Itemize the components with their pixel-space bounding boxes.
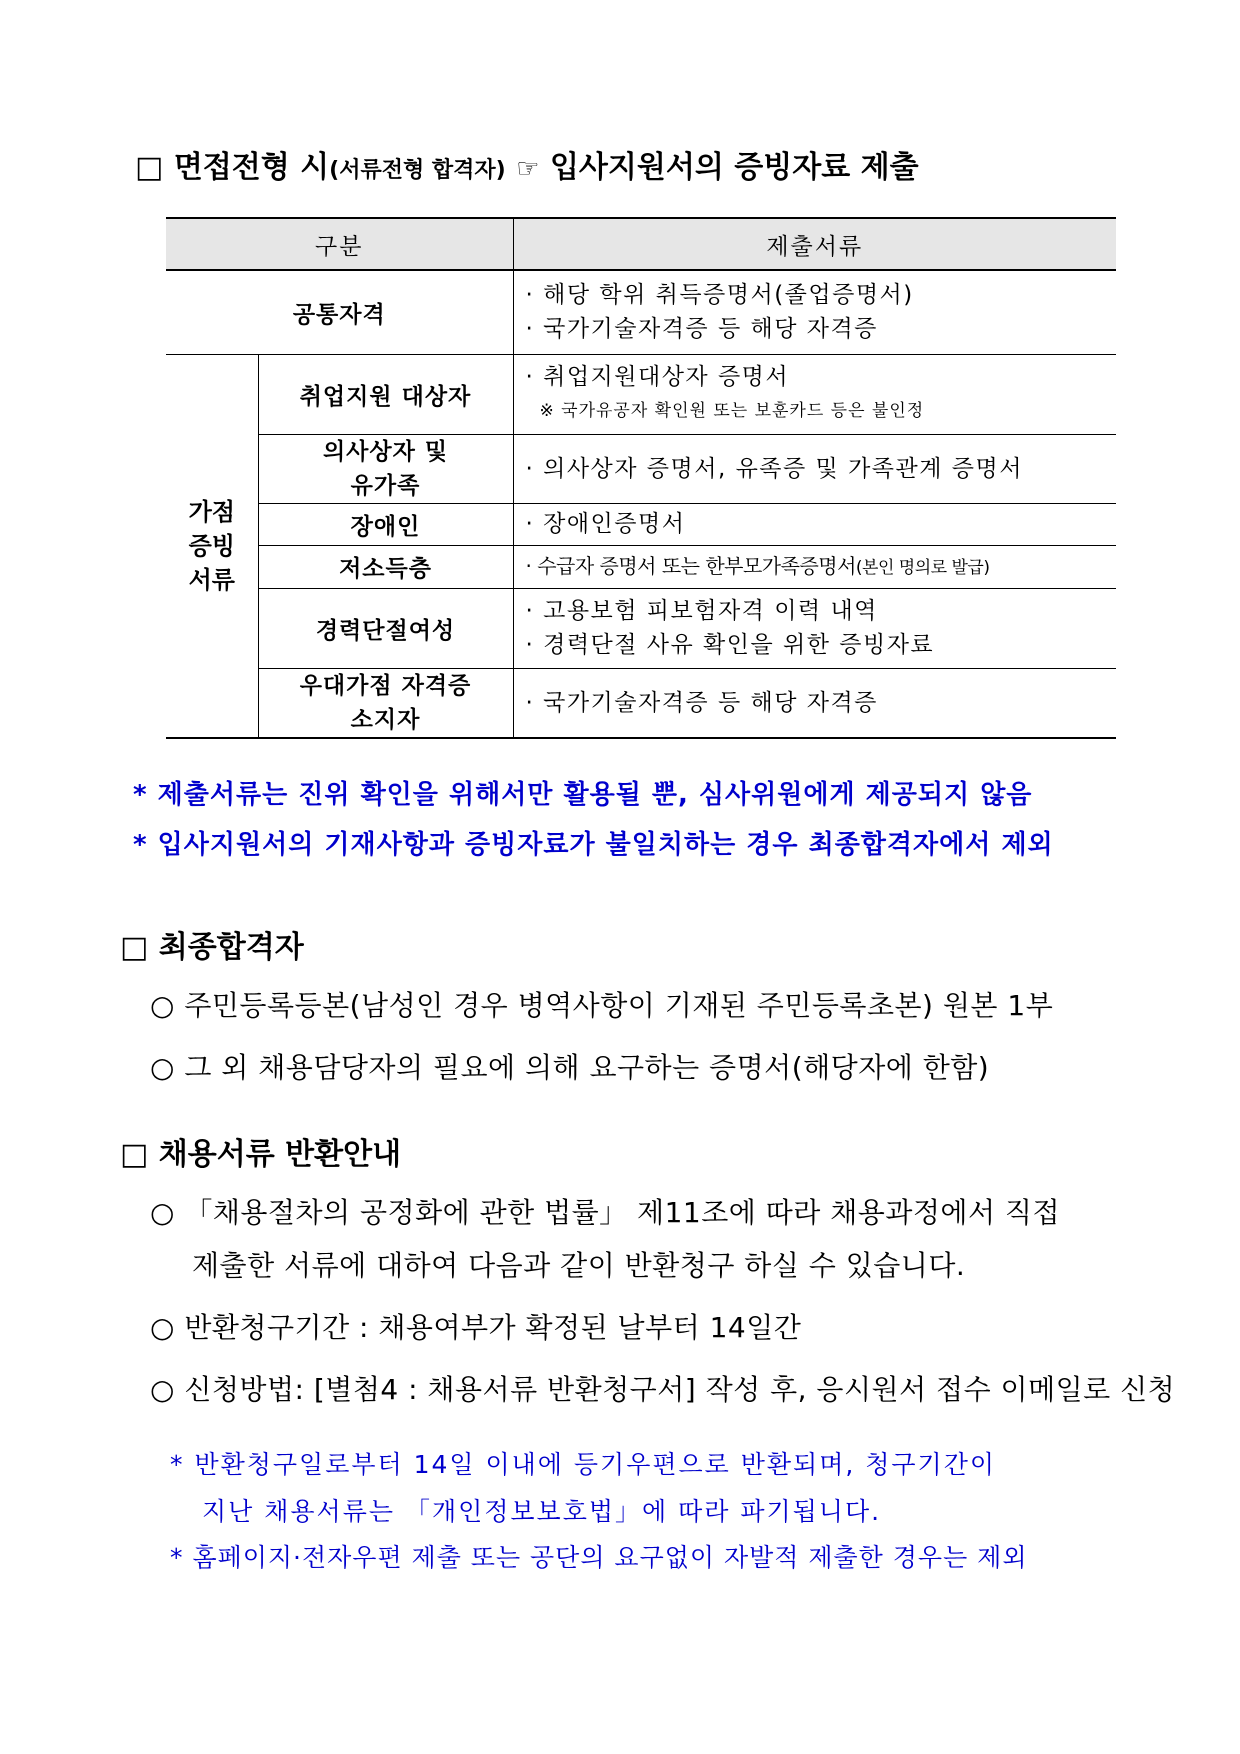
category-line: 소지자 [350,706,421,733]
docs-cell [513,270,1116,354]
doc-line: · 경력단절 사유 확인을 위한 증빙자료 [525,632,935,658]
table-row [166,668,1116,738]
header-documents: 제출서류 [513,218,1116,270]
group-label-line: 가점 [188,497,235,526]
table-row [166,434,1116,503]
docs-cell: · 국가기술자격증 등 해당 자격증 [513,668,1116,738]
heading-paren: (서류전형 합격자) [329,158,506,183]
category-cell: 취업지원 대상자 [258,354,513,434]
docs-cell: · 의사상자 증명서, 유족증 및 가족관계 증명서 [513,434,1116,503]
group-label-line: 서류 [188,565,235,594]
group-label-line: 증빙 [188,531,235,560]
heading-rest: 입사지원서의 증빙자료 제출 [549,150,919,185]
category-line: 의사상자 및 [322,438,449,465]
blue-note: * 홈페이지·전자우편 제출 또는 공단의 요구없이 자발적 제출한 경우는 제외 [170,1543,1028,1572]
pointing-hand-icon: ☞ [516,154,540,184]
heading-main: 면접전형 시 [173,150,330,185]
header-category: 구분 [166,218,513,270]
blue-note: * 반환청구일로부터 14일 이내에 등기우편으로 반환되며, 청구기간이 [170,1450,996,1479]
list-item: ○ 신청방법: [별첨4 : 채용서류 반환청구서] 작성 후, 응시원서 접수 이메일로 신청 [150,1373,1176,1406]
category-cell [258,668,513,738]
blue-note-continuation: 지난 채용서류는 「개인정보보호법」에 따라 파기됩니다. [202,1497,882,1526]
docs-cell [513,545,1116,588]
list-item: ○ 그 외 채용담당자의 필요에 의해 요구하는 증명서(해당자에 한함) [150,1051,990,1084]
docs-cell [513,588,1116,668]
table-row [166,503,1116,545]
doc-line: · 해당 학위 취득증명서(졸업증명서) [525,282,914,309]
category-cell: 장애인 [258,503,513,545]
doc-line-small: (본인 명의로 발급) [855,557,990,578]
doc-line: · 수급자 증명서 또는 한부모가족증명서 [525,553,856,578]
category-cell: 공통자격 [166,270,513,354]
section-heading-final: □ 최종합격자 [120,930,304,965]
category-cell: 경력단절여성 [258,588,513,668]
checkbox-symbol: □ [135,150,164,185]
category-cell [258,434,513,503]
docs-cell: · 장애인증명서 [513,503,1116,545]
list-item: ○ 「채용절차의 공정화에 관한 법률」 제11조에 따라 채용과정에서 직접 [150,1196,1061,1229]
section-heading-interview [135,142,919,186]
doc-line: · 고용보험 피보험자격 이력 내역 [525,598,878,624]
doc-note: ※ 국가유공자 확인원 또는 보훈카드 등은 불인정 [539,401,925,421]
docs-cell [513,354,1116,434]
blue-note: * 입사지원서의 기재사항과 증빙자료가 불일치하는 경우 최종합격자에서 제외 [133,830,1054,860]
table-row [166,588,1116,668]
list-item-continuation: 제출한 서류에 대하여 다음과 같이 반환청구 하실 수 있습니다. [192,1249,966,1282]
list-item: ○ 주민등록등본(남성인 경우 병역사항이 기재된 주민등록초본) 원본 1부 [150,989,1054,1022]
category-line: 유가족 [350,472,421,499]
category-line: 우대가점 자격증 [299,672,472,699]
table-row [166,354,1116,434]
group-label-cell [166,354,258,738]
table-header-row [166,218,1116,270]
list-item: ○ 반환청구기간 : 채용여부가 확정된 날부터 14일간 [150,1311,802,1344]
section-heading-return: □ 채용서류 반환안내 [120,1137,402,1172]
category-cell: 저소득층 [258,545,513,588]
documents-table [166,217,1116,739]
table-row [166,270,1116,354]
table-row [166,545,1116,588]
doc-line: · 취업지원대상자 증명서 [525,364,790,390]
blue-note: * 제출서류는 진위 확인을 위해서만 활용될 뿐, 심사위원에게 제공되지 않음 [133,780,1033,810]
doc-line: · 국가기술자격증 등 해당 자격증 [525,316,878,343]
